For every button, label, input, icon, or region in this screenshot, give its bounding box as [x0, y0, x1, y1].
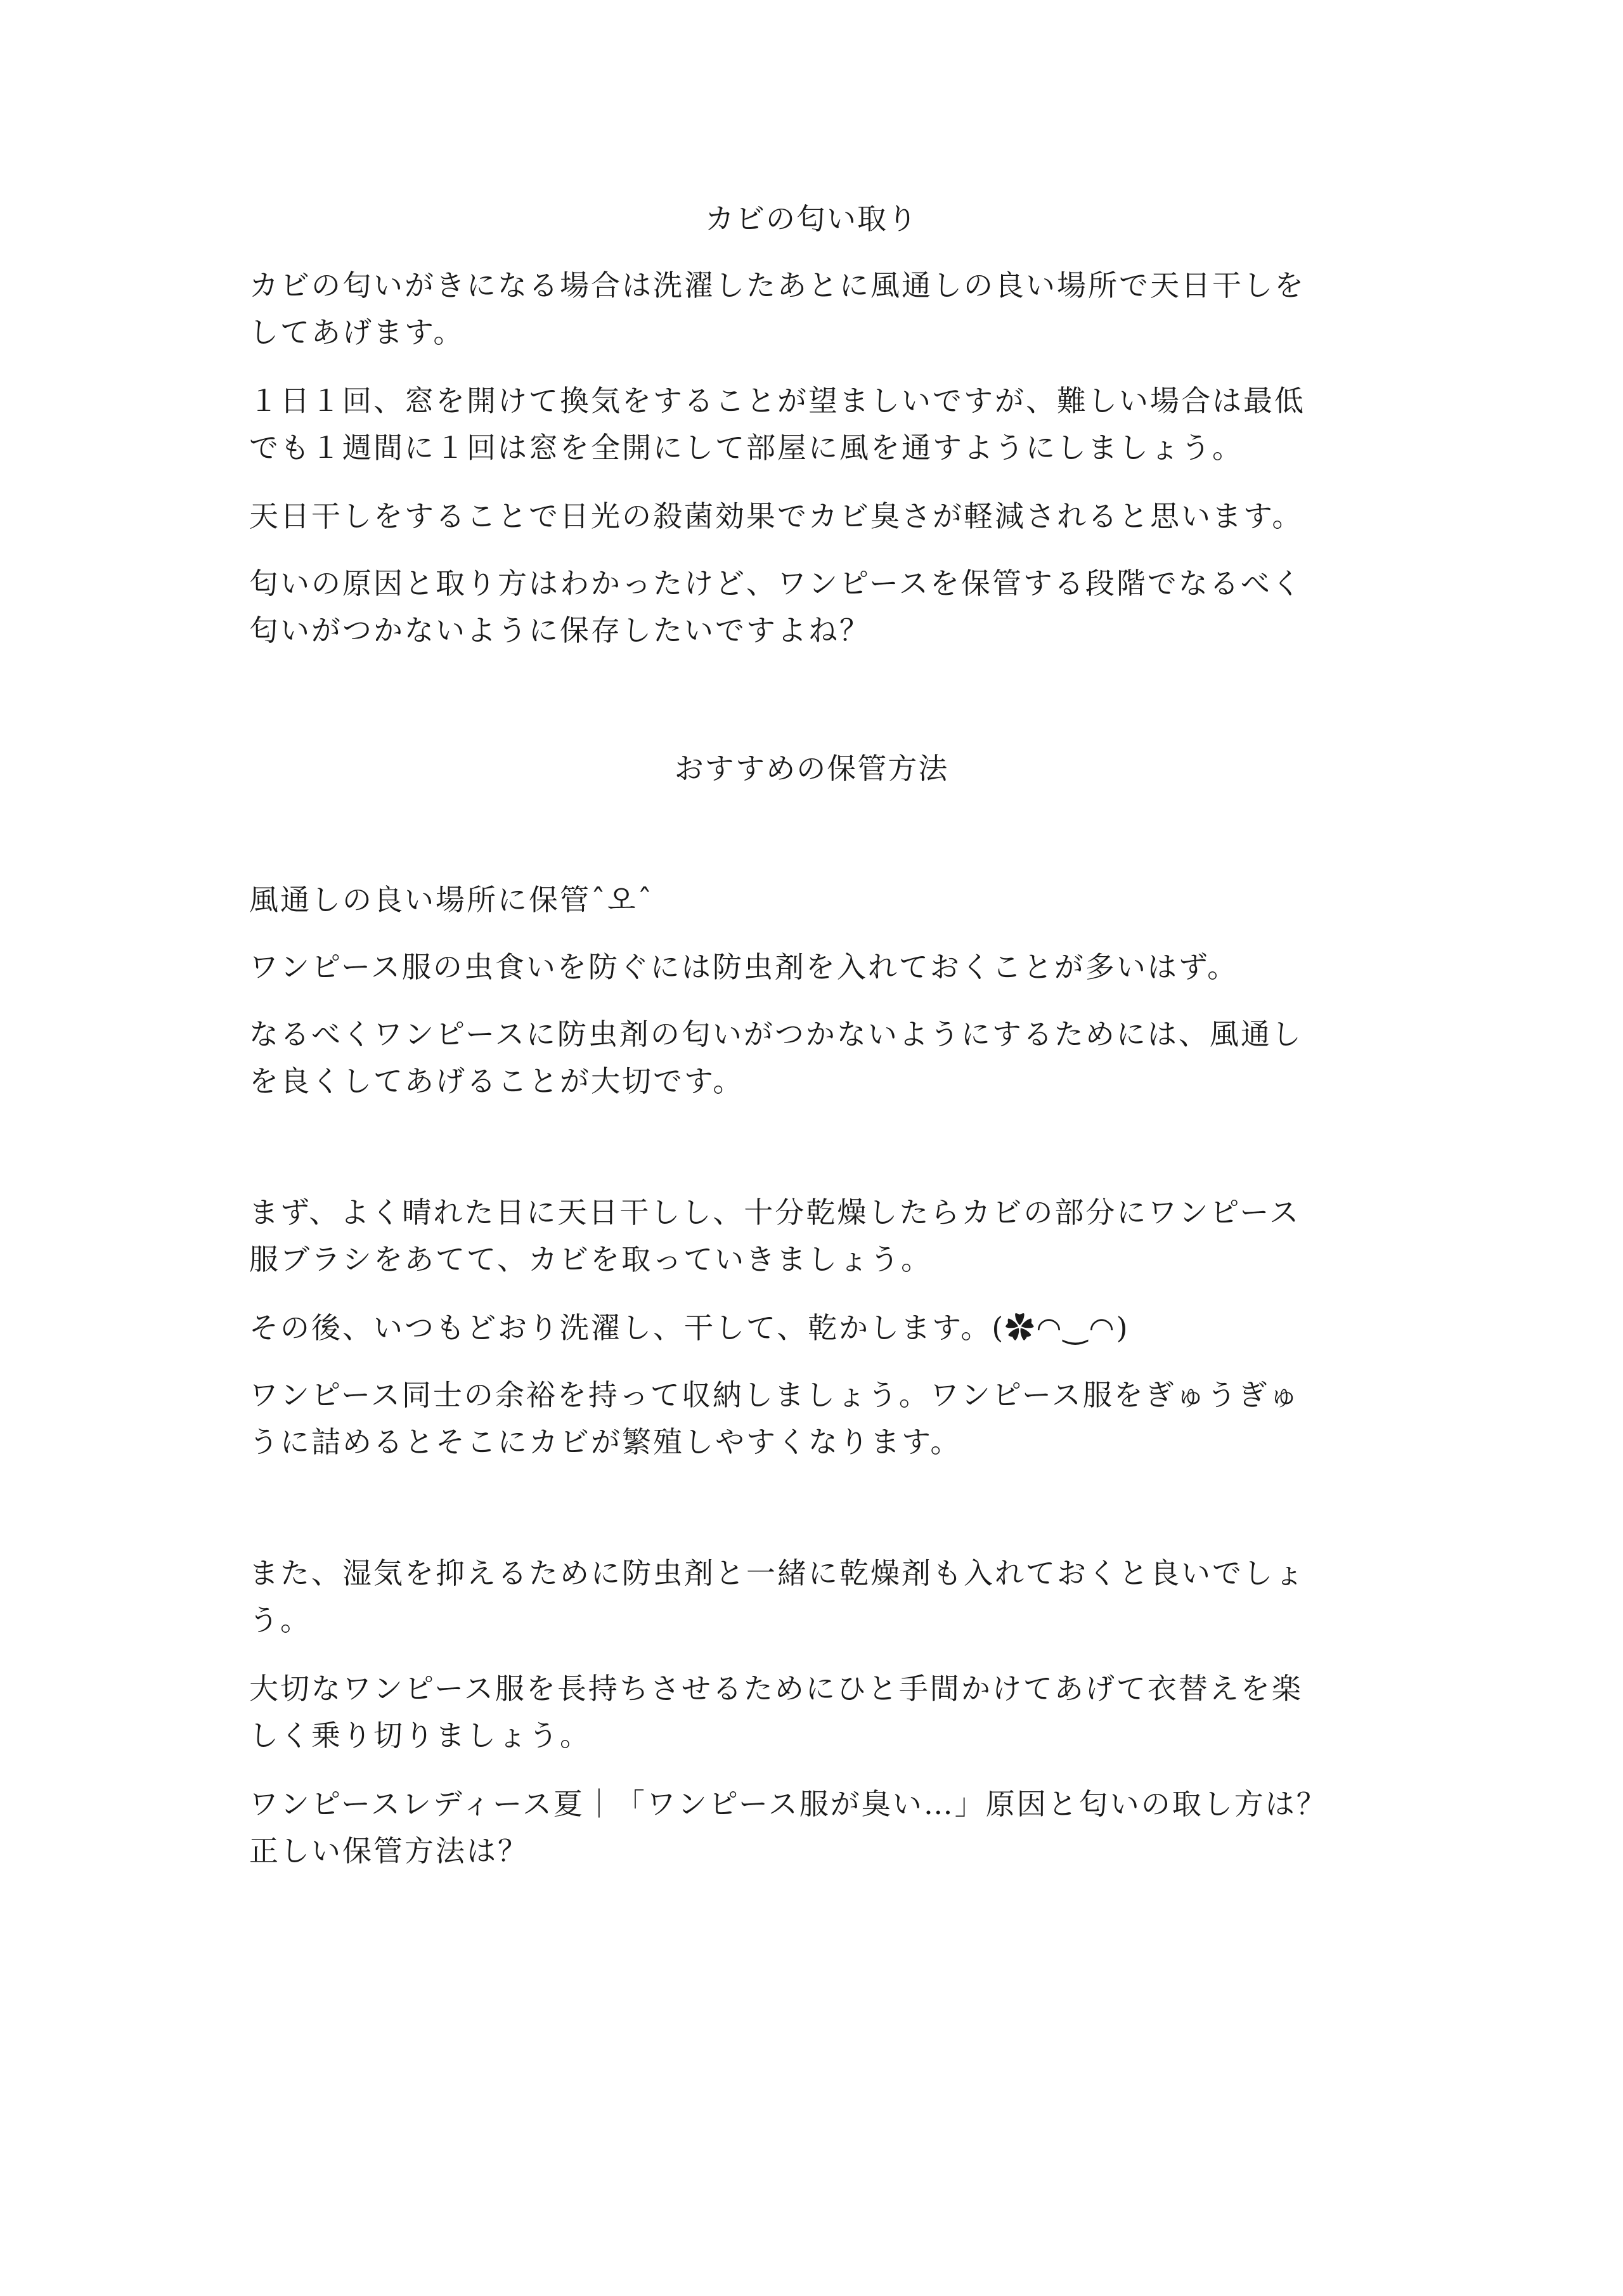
- text-line: １日１回、窓を開けて換気をすることが望ましいですが、難しい場合は最低: [249, 384, 1305, 418]
- text-line: うに詰めるとそこにカビが繁殖しやすくなります。: [249, 1425, 962, 1459]
- text-line: ワンピース服の虫食いを防ぐには防虫剤を入れておくことが多いはず。: [249, 950, 1239, 984]
- text-line: う。: [249, 1603, 311, 1637]
- text-line: カビの匂いがきになる場合は洗濯したあとに風通しの良い場所で天日干しを: [249, 268, 1305, 302]
- paragraph: [249, 1304, 1416, 1351]
- paragraph: [249, 493, 1416, 540]
- section-heading-mold-odor: カビの匂い取り: [705, 202, 918, 236]
- text-line: 服ブラシをあてて、カビを取っていきましょう。: [249, 1242, 933, 1276]
- text-line: また、湿気を抑えるために防虫剤と一緒に乾燥剤も入れておくと良いでしょ: [249, 1556, 1305, 1590]
- text-line: してあげます。: [249, 315, 465, 349]
- section-heading-storage-method: おすすめの保管方法: [674, 751, 949, 786]
- paragraph: [249, 944, 1416, 990]
- paragraph: [249, 262, 1416, 356]
- text-line: ワンピース同士の余裕を持って収納しましょう。ワンピース服をぎゅうぎゅ: [249, 1378, 1300, 1412]
- text-line: しく乗り切りましょう。: [249, 1718, 591, 1753]
- text-line: 大切なワンピース服を長持ちさせるためにひと手間かけてあげて衣替えを楽: [249, 1671, 1303, 1706]
- paragraph: [249, 377, 1416, 471]
- text-line: 正しい保管方法は？: [249, 1834, 529, 1868]
- paragraph: [249, 1550, 1416, 1644]
- text-line: を良くしてあげることが大切です。: [249, 1064, 744, 1098]
- paragraph: [249, 876, 1416, 923]
- text-line: 匂いの原因と取り方はわかったけど、ワンピースを保管する段階でなるべく: [249, 566, 1303, 600]
- paragraph: [249, 1665, 1416, 1759]
- text-line: ワンピースレディース夏｜「ワンピース服が臭い…」原因と匂いの取し方は？: [249, 1787, 1328, 1821]
- text-line: まず、よく晴れた日に天日干しし、十分乾燥したらカビの部分にワンピース: [249, 1195, 1301, 1229]
- text-line: 天日干しをすることで日光の殺菌効果でカビ臭さが軽減されると思います。: [249, 499, 1303, 533]
- paragraph: [249, 1372, 1416, 1465]
- text-line: 匂いがつかないように保存したいですよね？: [249, 613, 870, 647]
- text-line: その後、いつもどおり洗濯し、干して、乾かします。(✿◠‿◠): [249, 1311, 1130, 1345]
- paragraph: [249, 1011, 1416, 1105]
- text-line: 風通しの良い場所に保管ˆ오ˆ: [249, 883, 654, 917]
- text-line: なるべくワンピースに防虫剤の匂いがつかないようにするためには、風通し: [249, 1017, 1303, 1051]
- paragraph: [249, 1189, 1416, 1283]
- paragraph: [249, 1780, 1416, 1874]
- paragraph: [249, 560, 1416, 654]
- text-line: でも１週間に１回は窓を全開にして部屋に風を通すようにしましょう。: [249, 431, 1243, 465]
